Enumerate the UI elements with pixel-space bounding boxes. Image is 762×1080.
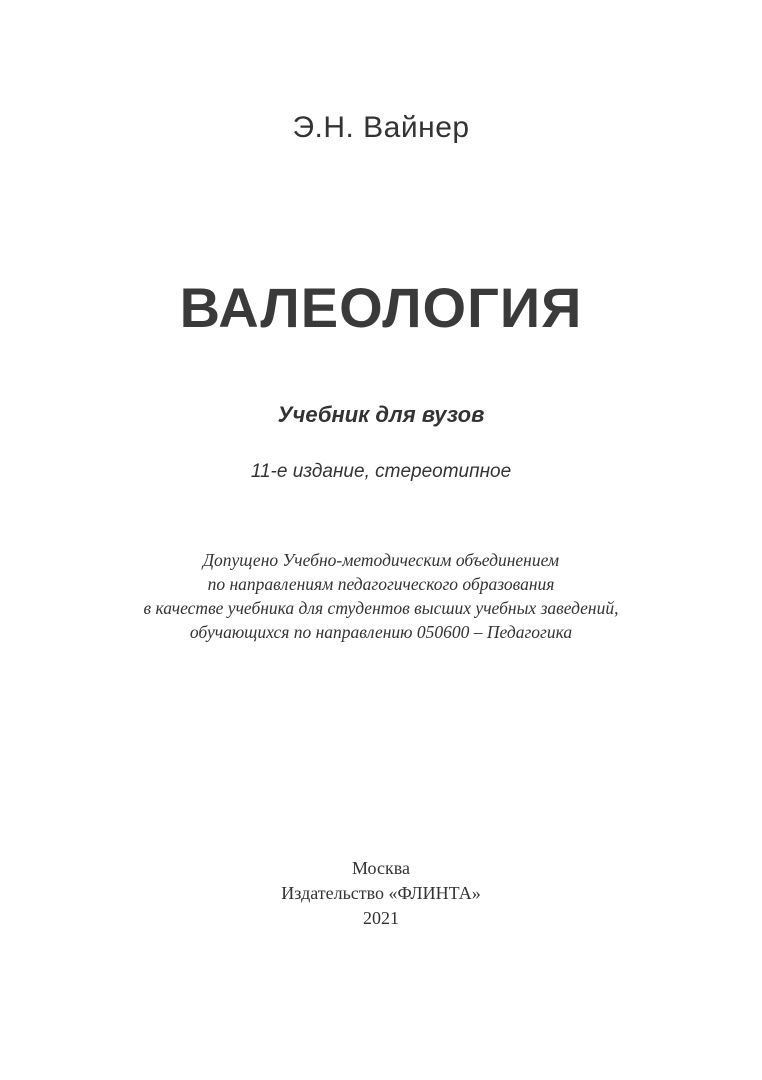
imprint-city: Москва [352,858,410,878]
approval-line: обучающихся по направлению 050600 – Педагогика [189,622,573,642]
approval-line: Допущено Учебно-методическим объединением [202,550,560,570]
imprint-publisher: Издательство «ФЛИНТА» [281,883,481,903]
approval-line: в качестве учебника для студентов высших учебных заведений, [143,598,619,618]
book-subtitle: Учебник для вузов [277,402,485,427]
edition-note: 11-е издание, стереотипное [250,461,512,482]
publisher-imprint [0,856,762,931]
author-name: Э.Н. Вайнер [292,111,470,144]
book-title: ВАЛЕОЛОГИЯ [179,276,583,339]
imprint-year: 2021 [363,908,399,928]
approval-line: по направлениям педагогического образования [207,574,555,594]
approval-statement [0,548,762,644]
